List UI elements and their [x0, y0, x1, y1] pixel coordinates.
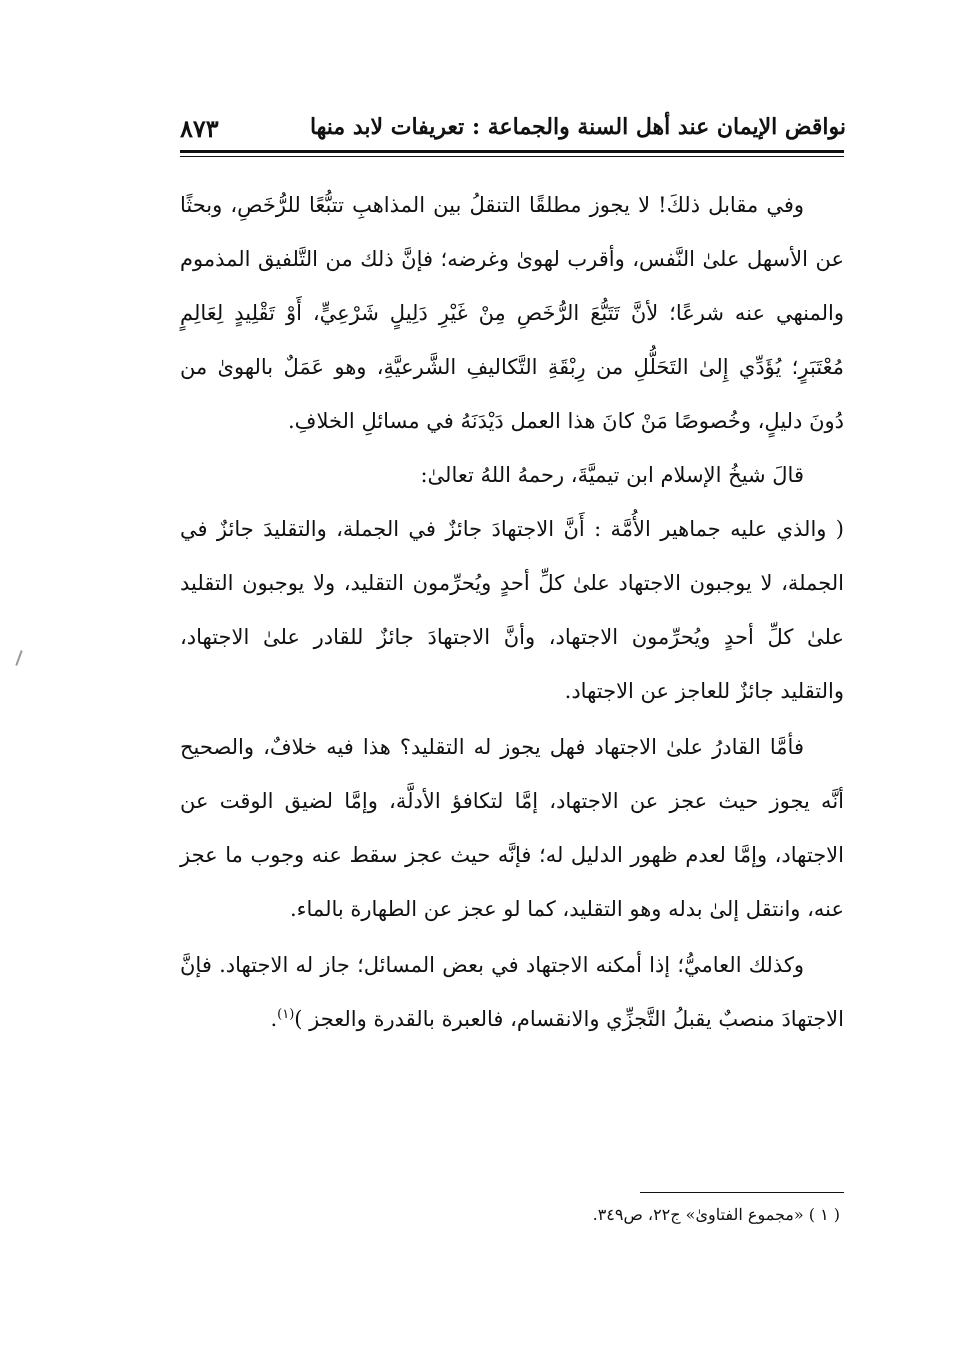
paragraph-3: فأمَّا القادرُ علىٰ الاجتهاد فهل يجوز له التقليد؟ هذا فيه خلافٌ، والصحيح أنَّه يجوز حيث عجز عن الاجتهاد، إمَّا لتكافؤ الأدلَّة، وإمَّا لضيق الوقت عن الاجتهاد، وإمَّا لعدم ظهور الدليل له؛ فإنَّه حيث عجز سقط عنه وجوب ما عجز عنه، وانتقل إلىٰ بدله وهو التقليد، كما لو عجز عن الطهارة بالماء. — [180, 735, 844, 921]
header-rule — [180, 150, 844, 153]
header-rule-thin — [180, 156, 844, 157]
footnote-reference: (١) — [277, 1007, 295, 1022]
page-header — [180, 112, 846, 152]
scan-mark — [15, 650, 22, 666]
body-text — [180, 178, 844, 1046]
paragraph-2: ( والذي عليه جماهير الأُمَّة : أَنَّ الاجتهادَ جائزٌ في الجملة، والتقليدَ جائزٌ في الجملة، لا يوجبون الاجتهاد علىٰ كلِّ أحدٍ ويُحرِّمون التقليد، ولا يوجبون التقليد علىٰ كلِّ أحدٍ ويُحرِّمون الاجتهاد، وأنَّ الاجتهادَ جائزٌ للقادر علىٰ الاجتهاد، والتقليد جائزٌ للعاجز عن الاجتهاد. — [180, 517, 844, 703]
paragraph-4-end: . — [270, 1007, 278, 1031]
paragraph-4-text: وكذلك العاميُّ؛ إذا أمكنه الاجتهاد في بعض المسائل؛ جاز له الاجتهاد. فإنَّ الاجتهادَ منصبٌ يقبلُ التَّجزِّي والانقسام، فالعبرة بالقدرة والعجز ) — [180, 953, 844, 1031]
paragraph-1: وفي مقابل ذلكَ! لا يجوز مطلقًا التنقلُ بين المذاهبِ تتبُّعًا للرُّخَصِ، وبحثًا عن الأسهل علىٰ النَّفس، وأقرب لهوىٰ وغرضه؛ فإنَّ ذلك من التَّلفيق المذموم والمنهي عنه شرعًا؛ لأنَّ تَتَبُّعَ الرُّخَصِ مِنْ غَيْرِ دَلِيلٍ شَرْعِيٍّ، أَوْ تَقْلِيدٍ لِعَالِمٍ مُعْتَبَرٍ؛ يُؤَدِّي إِلىٰ التَحَلُّلِ من رِبْقَةِ التَّكاليفِ الشَّرعيَّةِ، وهو عَمَلٌ بالهوىٰ من دُونَ دليلٍ، وخُصوصًا مَنْ كانَ هذا العمل دَيْدَنَهُ في مسائلِ الخلافِ. — [180, 193, 844, 433]
footnote-rule — [640, 1192, 844, 1193]
quote-intro: قالَ شيخُ الإسلام ابن تيميَّةَ، رحمهُ اللهُ تعالىٰ: — [420, 463, 804, 487]
running-head: نواقض الإيمان عند أهل السنة والجماعة : تعريفات لابد منها — [309, 114, 846, 140]
paragraph-4 — [180, 938, 844, 1046]
page-number: ٨٧٣ — [180, 114, 219, 143]
footnote: ( ١ ) «مجموع الفتاوىٰ» ج٢٢، ص٣٤٩. — [592, 1205, 840, 1224]
